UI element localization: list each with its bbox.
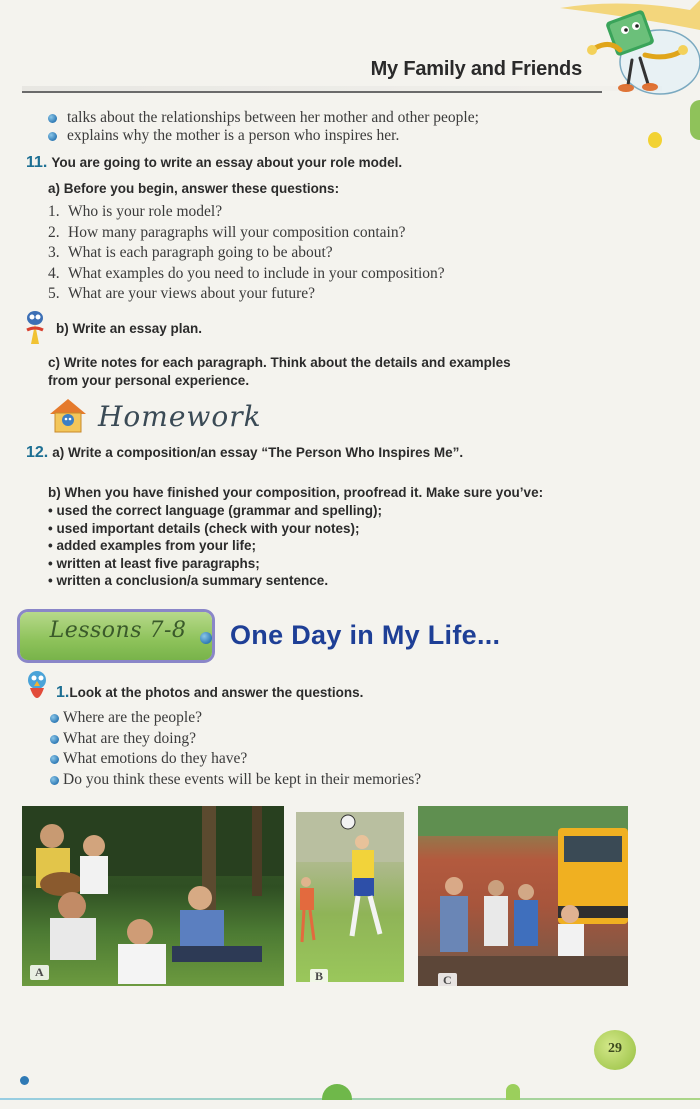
bullet-icon [50, 714, 59, 723]
item-text: What are your views about your future? [68, 285, 316, 302]
item-text: Do you think these events will be kept in their memories? [63, 770, 422, 788]
photo-label: C [438, 973, 457, 986]
task-11-part-a: a) Before you begin, answer these questions: [48, 181, 340, 196]
page-number: 29 [608, 1041, 622, 1056]
task-11-part-b: b) Write an essay plan. [56, 321, 203, 336]
task-11-question-list [48, 202, 445, 305]
photo-a-scene [22, 806, 284, 986]
checklist-item: • used important details (check with your notes); [48, 520, 360, 536]
checklist-item: • used the correct language (grammar and spelling); [48, 503, 383, 518]
list-item [48, 202, 445, 223]
item-number: 3. [48, 244, 60, 261]
footer-leaf-decoration [322, 1084, 352, 1100]
photo-c-scene [418, 806, 628, 986]
task-11-part-c-line-2: from your personal experience. [48, 373, 250, 388]
footer-dot-decoration [20, 1076, 29, 1085]
green-leaf-decoration [690, 100, 700, 140]
footer-leaf-decoration [506, 1084, 520, 1100]
lesson-tab-label: Lessons 7-8 [49, 618, 187, 643]
pen-mascot-icon [22, 308, 48, 348]
list-item [50, 770, 421, 791]
item-text: What emotions do they have? [63, 750, 248, 768]
checklist-item: • written a conclusion/a summary sentence. [48, 573, 329, 589]
parrot-mascot-icon [22, 668, 52, 708]
photo-label: A [30, 965, 49, 980]
item-number: 5. [48, 285, 60, 302]
item-text: What are they doing? [63, 729, 196, 747]
bullet-icon [48, 132, 57, 141]
photo-a [22, 806, 284, 986]
task-number: 12. [26, 444, 49, 461]
task-instruction: Look at the photos and answer the questions. [69, 685, 364, 700]
list-item [50, 749, 421, 770]
task-12-heading [26, 444, 463, 462]
lesson-bullet-icon [200, 632, 212, 644]
task-11-part-c-line-1: c) Write notes for each paragraph. Think about the details and examples [48, 355, 511, 370]
item-text: How many paragraphs will your composition contain? [68, 223, 406, 241]
task-1-heading [56, 684, 363, 702]
bullet-icon [50, 755, 59, 764]
item-text: What is each paragraph going to be about? [68, 244, 333, 261]
bullet-icon [50, 776, 59, 785]
continued-bullet-2 [48, 126, 399, 146]
task-12-part-b: b) When you have finished your composition, proofread it. Make sure you’ve: [48, 485, 544, 500]
homework-house-icon [46, 396, 90, 434]
yellow-dot-decoration [648, 132, 662, 148]
header-mascot-illustration [540, 0, 700, 110]
photo-b-scene [296, 812, 404, 982]
list-item [48, 284, 445, 305]
continued-bullet-1 [48, 108, 479, 128]
task-number: 11. [26, 154, 48, 171]
page-header-title: My Family and Friends [370, 58, 582, 80]
task-instruction: a) Write a composition/an essay “The Person Who Inspires Me”. [52, 445, 464, 460]
item-text: Who is your role model? [68, 203, 223, 220]
item-number: 4. [48, 264, 60, 282]
list-item [48, 223, 445, 244]
list-item [48, 243, 445, 264]
photo-label: B [310, 969, 328, 982]
bullet-text: talks about the relationships between her mother and other people; [67, 109, 479, 126]
checklist-item: • written at least five paragraphs; [48, 555, 260, 571]
photo-c [418, 806, 628, 986]
item-text: What examples do you need to include in your composition? [68, 264, 445, 282]
item-number: 1. [48, 203, 60, 220]
checklist-item: • added examples from your life; [48, 538, 257, 554]
lesson-title: One Day in My Life... [230, 620, 501, 650]
task-number: 1. [56, 684, 70, 701]
bullet-text: explains why the mother is a person who inspires her. [67, 127, 400, 144]
photo-b [296, 812, 404, 982]
homework-label: Homework [98, 400, 262, 433]
item-text: Where are the people? [63, 709, 202, 726]
list-item [50, 729, 421, 750]
task-11-heading [26, 154, 402, 172]
bullet-icon [50, 735, 59, 744]
list-item [50, 708, 421, 729]
task-12-checklist [48, 502, 382, 590]
bullet-icon [48, 114, 57, 123]
list-item [48, 264, 445, 285]
task-instruction: You are going to write an essay about your role model. [51, 155, 403, 170]
task-1-question-list [50, 708, 421, 790]
item-number: 2. [48, 223, 60, 241]
header-divider [22, 91, 602, 93]
